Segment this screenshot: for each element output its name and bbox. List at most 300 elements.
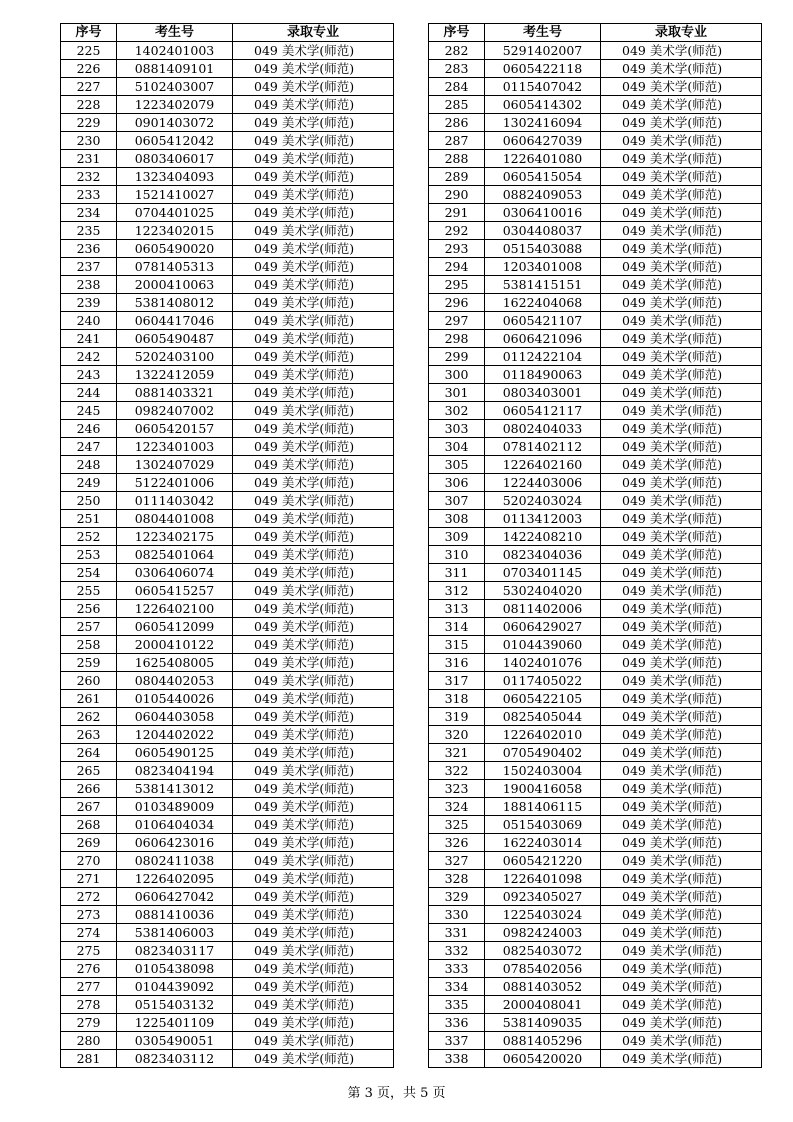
major-cell: 049 美术学(师范) bbox=[601, 240, 762, 258]
major-cell: 049 美术学(师范) bbox=[233, 78, 394, 96]
major-cell: 049 美术学(师范) bbox=[233, 150, 394, 168]
seq-cell: 333 bbox=[429, 960, 485, 978]
exam-id-cell: 0605412117 bbox=[485, 402, 601, 420]
exam-id-cell: 0881410036 bbox=[117, 906, 233, 924]
major-cell: 049 美术学(师范) bbox=[601, 582, 762, 600]
major-cell: 049 美术学(师范) bbox=[233, 366, 394, 384]
exam-id-cell: 0823404194 bbox=[117, 762, 233, 780]
exam-id-cell: 0605490125 bbox=[117, 744, 233, 762]
seq-cell: 273 bbox=[61, 906, 117, 924]
exam-id-cell: 0104439060 bbox=[485, 636, 601, 654]
seq-cell: 321 bbox=[429, 744, 485, 762]
seq-cell: 304 bbox=[429, 438, 485, 456]
major-cell: 049 美术学(师范) bbox=[601, 186, 762, 204]
major-cell: 049 美术学(师范) bbox=[601, 510, 762, 528]
table-row bbox=[429, 600, 762, 618]
table-row bbox=[61, 654, 394, 672]
seq-cell: 313 bbox=[429, 600, 485, 618]
major-cell: 049 美术学(师范) bbox=[233, 816, 394, 834]
table-row bbox=[61, 852, 394, 870]
exam-id-cell: 0105438098 bbox=[117, 960, 233, 978]
seq-cell: 332 bbox=[429, 942, 485, 960]
table-row bbox=[429, 672, 762, 690]
seq-cell: 249 bbox=[61, 474, 117, 492]
seq-cell: 317 bbox=[429, 672, 485, 690]
seq-cell: 305 bbox=[429, 456, 485, 474]
seq-cell: 243 bbox=[61, 366, 117, 384]
major-cell: 049 美术学(师范) bbox=[601, 438, 762, 456]
seq-cell: 247 bbox=[61, 438, 117, 456]
seq-cell: 232 bbox=[61, 168, 117, 186]
seq-cell: 278 bbox=[61, 996, 117, 1014]
exam-id-cell: 0103489009 bbox=[117, 798, 233, 816]
seq-cell: 270 bbox=[61, 852, 117, 870]
exam-id-cell: 0781402112 bbox=[485, 438, 601, 456]
seq-cell: 234 bbox=[61, 204, 117, 222]
table-row bbox=[61, 924, 394, 942]
exam-id-cell: 1622404068 bbox=[485, 294, 601, 312]
table-row bbox=[61, 798, 394, 816]
major-cell: 049 美术学(师范) bbox=[601, 276, 762, 294]
seq-cell: 250 bbox=[61, 492, 117, 510]
seq-cell: 245 bbox=[61, 402, 117, 420]
major-cell: 049 美术学(师范) bbox=[233, 852, 394, 870]
major-cell: 049 美术学(师范) bbox=[601, 726, 762, 744]
seq-cell: 255 bbox=[61, 582, 117, 600]
exam-id-cell: 0923405027 bbox=[485, 888, 601, 906]
table-row bbox=[61, 150, 394, 168]
seq-cell: 251 bbox=[61, 510, 117, 528]
table-row bbox=[61, 564, 394, 582]
table-row bbox=[429, 348, 762, 366]
table-row bbox=[429, 276, 762, 294]
seq-cell: 237 bbox=[61, 258, 117, 276]
exam-id-cell: 5202403100 bbox=[117, 348, 233, 366]
table-row bbox=[429, 420, 762, 438]
exam-id-cell: 0804401008 bbox=[117, 510, 233, 528]
exam-id-cell: 0305490051 bbox=[117, 1032, 233, 1050]
seq-cell: 225 bbox=[61, 42, 117, 60]
table-row bbox=[429, 834, 762, 852]
major-cell: 049 美术学(师范) bbox=[233, 798, 394, 816]
seq-cell: 307 bbox=[429, 492, 485, 510]
exam-id-cell: 1226401098 bbox=[485, 870, 601, 888]
seq-cell: 295 bbox=[429, 276, 485, 294]
exam-id-cell: 0605414302 bbox=[485, 96, 601, 114]
table-row bbox=[61, 312, 394, 330]
seq-cell: 244 bbox=[61, 384, 117, 402]
seq-cell: 259 bbox=[61, 654, 117, 672]
exam-id-cell: 0606429027 bbox=[485, 618, 601, 636]
table-row bbox=[61, 762, 394, 780]
table-row bbox=[61, 780, 394, 798]
table-row bbox=[429, 240, 762, 258]
seq-cell: 308 bbox=[429, 510, 485, 528]
exam-id-cell: 0605422118 bbox=[485, 60, 601, 78]
exam-id-cell: 1226402160 bbox=[485, 456, 601, 474]
exam-id-cell: 1322412059 bbox=[117, 366, 233, 384]
seq-cell: 276 bbox=[61, 960, 117, 978]
exam-id-cell: 0515403132 bbox=[117, 996, 233, 1014]
major-cell: 049 美术学(师范) bbox=[601, 744, 762, 762]
seq-cell: 268 bbox=[61, 816, 117, 834]
major-cell: 049 美术学(师范) bbox=[233, 438, 394, 456]
seq-cell: 271 bbox=[61, 870, 117, 888]
table-row bbox=[61, 456, 394, 474]
table-row bbox=[61, 258, 394, 276]
major-cell: 049 美术学(师范) bbox=[233, 1050, 394, 1068]
seq-cell: 283 bbox=[429, 60, 485, 78]
major-cell: 049 美术学(师范) bbox=[233, 780, 394, 798]
exam-id-cell: 0804402053 bbox=[117, 672, 233, 690]
seq-cell: 242 bbox=[61, 348, 117, 366]
exam-id-cell: 0704401025 bbox=[117, 204, 233, 222]
exam-id-cell: 0605421220 bbox=[485, 852, 601, 870]
table-row bbox=[61, 276, 394, 294]
major-cell: 049 美术学(师范) bbox=[233, 870, 394, 888]
major-cell: 049 美术学(师范) bbox=[601, 330, 762, 348]
major-cell: 049 美术学(师范) bbox=[233, 834, 394, 852]
seq-cell: 226 bbox=[61, 60, 117, 78]
exam-id-cell: 1622403014 bbox=[485, 834, 601, 852]
exam-id-cell: 1225403024 bbox=[485, 906, 601, 924]
seq-cell: 235 bbox=[61, 222, 117, 240]
table-row bbox=[429, 690, 762, 708]
exam-id-cell: 1302416094 bbox=[485, 114, 601, 132]
exam-id-cell: 0306406074 bbox=[117, 564, 233, 582]
exam-id-cell: 1502403004 bbox=[485, 762, 601, 780]
major-cell: 049 美术学(师范) bbox=[233, 762, 394, 780]
exam-id-cell: 1223401003 bbox=[117, 438, 233, 456]
page-footer: 第 3 页，共 5 页 bbox=[347, 1086, 446, 1101]
exam-id-cell: 1226401080 bbox=[485, 150, 601, 168]
table-row bbox=[429, 330, 762, 348]
seq-cell: 277 bbox=[61, 978, 117, 996]
exam-id-cell: 0105440026 bbox=[117, 690, 233, 708]
table-row bbox=[61, 474, 394, 492]
exam-id-cell: 0117405022 bbox=[485, 672, 601, 690]
seq-cell: 289 bbox=[429, 168, 485, 186]
exam-id-cell: 0605422105 bbox=[485, 690, 601, 708]
table-row bbox=[429, 546, 762, 564]
table-row bbox=[429, 960, 762, 978]
table-row bbox=[429, 978, 762, 996]
seq-cell: 327 bbox=[429, 852, 485, 870]
exam-id-cell: 0605420157 bbox=[117, 420, 233, 438]
table-row bbox=[61, 60, 394, 78]
exam-id-cell: 0304408037 bbox=[485, 222, 601, 240]
table-row bbox=[429, 996, 762, 1014]
major-cell: 049 美术学(师范) bbox=[601, 168, 762, 186]
major-cell: 049 美术学(师范) bbox=[233, 294, 394, 312]
table-row bbox=[61, 1014, 394, 1032]
major-cell: 049 美术学(师范) bbox=[233, 690, 394, 708]
seq-cell: 272 bbox=[61, 888, 117, 906]
table-row bbox=[429, 870, 762, 888]
table-row bbox=[429, 888, 762, 906]
major-cell: 049 美术学(师范) bbox=[601, 906, 762, 924]
exam-id-cell: 0605420020 bbox=[485, 1050, 601, 1068]
seq-cell: 324 bbox=[429, 798, 485, 816]
table-row bbox=[61, 600, 394, 618]
table-row bbox=[61, 510, 394, 528]
major-cell: 049 美术学(师范) bbox=[233, 654, 394, 672]
major-cell: 049 美术学(师范) bbox=[601, 402, 762, 420]
major-cell: 049 美术学(师范) bbox=[233, 546, 394, 564]
exam-id-cell: 1625408005 bbox=[117, 654, 233, 672]
seq-cell: 296 bbox=[429, 294, 485, 312]
seq-cell: 290 bbox=[429, 186, 485, 204]
major-cell: 049 美术学(师范) bbox=[233, 492, 394, 510]
exam-id-cell: 1900416058 bbox=[485, 780, 601, 798]
table-row bbox=[429, 312, 762, 330]
major-cell: 049 美术学(师范) bbox=[601, 816, 762, 834]
left-admission-table bbox=[60, 23, 394, 1068]
exam-id-cell: 1226402100 bbox=[117, 600, 233, 618]
seq-cell: 335 bbox=[429, 996, 485, 1014]
table-row bbox=[429, 1032, 762, 1050]
exam-id-cell: 5102403007 bbox=[117, 78, 233, 96]
exam-id-cell: 1323404093 bbox=[117, 168, 233, 186]
seq-cell: 316 bbox=[429, 654, 485, 672]
exam-id-cell: 0606421096 bbox=[485, 330, 601, 348]
table-row bbox=[429, 78, 762, 96]
table-row bbox=[61, 960, 394, 978]
seq-cell: 331 bbox=[429, 924, 485, 942]
table-row bbox=[429, 384, 762, 402]
exam-id-cell: 0823403112 bbox=[117, 1050, 233, 1068]
table-row bbox=[61, 348, 394, 366]
major-cell: 049 美术学(师范) bbox=[233, 384, 394, 402]
table-row bbox=[61, 996, 394, 1014]
seq-cell: 310 bbox=[429, 546, 485, 564]
exam-id-cell: 5202403024 bbox=[485, 492, 601, 510]
table-row bbox=[61, 546, 394, 564]
table-row bbox=[429, 96, 762, 114]
major-cell: 049 美术学(师范) bbox=[233, 888, 394, 906]
exam-id-cell: 1226402010 bbox=[485, 726, 601, 744]
seq-cell: 257 bbox=[61, 618, 117, 636]
major-cell: 049 美术学(师范) bbox=[601, 258, 762, 276]
exam-id-cell: 0118490063 bbox=[485, 366, 601, 384]
seq-cell: 337 bbox=[429, 1032, 485, 1050]
table-row bbox=[61, 1050, 394, 1068]
table-row bbox=[61, 978, 394, 996]
seq-cell: 238 bbox=[61, 276, 117, 294]
major-cell: 049 美术学(师范) bbox=[601, 222, 762, 240]
major-cell: 049 美术学(师范) bbox=[601, 420, 762, 438]
major-cell: 049 美术学(师范) bbox=[233, 582, 394, 600]
seq-cell: 253 bbox=[61, 546, 117, 564]
exam-id-cell: 0515403069 bbox=[485, 816, 601, 834]
exam-id-cell: 1521410027 bbox=[117, 186, 233, 204]
exam-id-cell: 0901403072 bbox=[117, 114, 233, 132]
exam-id-cell: 2000410122 bbox=[117, 636, 233, 654]
major-cell: 049 美术学(师范) bbox=[601, 762, 762, 780]
header-exam-id: 考生号 bbox=[485, 24, 601, 42]
exam-id-cell: 0882409053 bbox=[485, 186, 601, 204]
seq-cell: 330 bbox=[429, 906, 485, 924]
table-row bbox=[61, 420, 394, 438]
major-cell: 049 美术学(师范) bbox=[233, 744, 394, 762]
table-row bbox=[61, 132, 394, 150]
seq-cell: 285 bbox=[429, 96, 485, 114]
seq-cell: 228 bbox=[61, 96, 117, 114]
seq-cell: 320 bbox=[429, 726, 485, 744]
table-header-row bbox=[429, 24, 762, 42]
major-cell: 049 美术学(师范) bbox=[233, 672, 394, 690]
exam-id-cell: 0802404033 bbox=[485, 420, 601, 438]
seq-cell: 229 bbox=[61, 114, 117, 132]
exam-id-cell: 2000410063 bbox=[117, 276, 233, 294]
major-cell: 049 美术学(师范) bbox=[233, 222, 394, 240]
major-cell: 049 美术学(师范) bbox=[233, 978, 394, 996]
table-row bbox=[429, 924, 762, 942]
table-row bbox=[429, 258, 762, 276]
seq-cell: 302 bbox=[429, 402, 485, 420]
seq-cell: 286 bbox=[429, 114, 485, 132]
table-row bbox=[61, 906, 394, 924]
major-cell: 049 美术学(师范) bbox=[601, 996, 762, 1014]
exam-id-cell: 0605490487 bbox=[117, 330, 233, 348]
seq-cell: 233 bbox=[61, 186, 117, 204]
header-seq: 序号 bbox=[61, 24, 117, 42]
exam-id-cell: 1223402079 bbox=[117, 96, 233, 114]
major-cell: 049 美术学(师范) bbox=[601, 366, 762, 384]
table-row bbox=[61, 330, 394, 348]
major-cell: 049 美术学(师范) bbox=[233, 114, 394, 132]
table-row bbox=[61, 708, 394, 726]
table-row bbox=[61, 204, 394, 222]
table-row bbox=[429, 654, 762, 672]
seq-cell: 265 bbox=[61, 762, 117, 780]
seq-cell: 326 bbox=[429, 834, 485, 852]
header-seq: 序号 bbox=[429, 24, 485, 42]
major-cell: 049 美术学(师范) bbox=[601, 834, 762, 852]
seq-cell: 248 bbox=[61, 456, 117, 474]
seq-cell: 260 bbox=[61, 672, 117, 690]
table-row bbox=[429, 150, 762, 168]
seq-cell: 311 bbox=[429, 564, 485, 582]
table-row bbox=[61, 528, 394, 546]
seq-cell: 312 bbox=[429, 582, 485, 600]
major-cell: 049 美术学(师范) bbox=[601, 294, 762, 312]
exam-id-cell: 0104439092 bbox=[117, 978, 233, 996]
major-cell: 049 美术学(师范) bbox=[601, 636, 762, 654]
seq-cell: 263 bbox=[61, 726, 117, 744]
exam-id-cell: 0803406017 bbox=[117, 150, 233, 168]
table-row bbox=[61, 582, 394, 600]
seq-cell: 287 bbox=[429, 132, 485, 150]
table-row bbox=[429, 1050, 762, 1068]
major-cell: 049 美术学(师范) bbox=[233, 618, 394, 636]
table-row bbox=[61, 690, 394, 708]
header-major: 录取专业 bbox=[233, 24, 394, 42]
major-cell: 049 美术学(师范) bbox=[233, 960, 394, 978]
major-cell: 049 美术学(师范) bbox=[601, 546, 762, 564]
exam-id-cell: 0781405313 bbox=[117, 258, 233, 276]
table-row bbox=[429, 744, 762, 762]
exam-id-cell: 0606423016 bbox=[117, 834, 233, 852]
exam-id-cell: 1204402022 bbox=[117, 726, 233, 744]
seq-cell: 230 bbox=[61, 132, 117, 150]
table-row bbox=[429, 762, 762, 780]
table-row bbox=[61, 492, 394, 510]
exam-id-cell: 0604403058 bbox=[117, 708, 233, 726]
table-row bbox=[429, 1014, 762, 1032]
seq-cell: 301 bbox=[429, 384, 485, 402]
major-cell: 049 美术学(师范) bbox=[233, 924, 394, 942]
table-row bbox=[429, 168, 762, 186]
exam-id-cell: 0705490402 bbox=[485, 744, 601, 762]
major-cell: 049 美术学(师范) bbox=[601, 1050, 762, 1068]
seq-cell: 292 bbox=[429, 222, 485, 240]
exam-id-cell: 0823403117 bbox=[117, 942, 233, 960]
major-cell: 049 美术学(师范) bbox=[233, 402, 394, 420]
seq-cell: 239 bbox=[61, 294, 117, 312]
major-cell: 049 美术学(师范) bbox=[233, 708, 394, 726]
table-row bbox=[61, 870, 394, 888]
major-cell: 049 美术学(师范) bbox=[233, 510, 394, 528]
exam-id-cell: 1422408210 bbox=[485, 528, 601, 546]
major-cell: 049 美术学(师范) bbox=[601, 978, 762, 996]
seq-cell: 336 bbox=[429, 1014, 485, 1032]
seq-cell: 266 bbox=[61, 780, 117, 798]
table-row bbox=[61, 42, 394, 60]
seq-cell: 293 bbox=[429, 240, 485, 258]
major-cell: 049 美术学(师范) bbox=[601, 564, 762, 582]
major-cell: 049 美术学(师范) bbox=[601, 888, 762, 906]
table-row bbox=[61, 816, 394, 834]
table-row bbox=[429, 474, 762, 492]
major-cell: 049 美术学(师范) bbox=[601, 870, 762, 888]
exam-id-cell: 5291402007 bbox=[485, 42, 601, 60]
header-exam-id: 考生号 bbox=[117, 24, 233, 42]
right-table-body bbox=[429, 42, 762, 1068]
exam-id-cell: 1402401076 bbox=[485, 654, 601, 672]
major-cell: 049 美术学(师范) bbox=[601, 96, 762, 114]
table-row bbox=[429, 294, 762, 312]
table-row bbox=[61, 672, 394, 690]
exam-id-cell: 1226402095 bbox=[117, 870, 233, 888]
table-row bbox=[61, 402, 394, 420]
seq-cell: 275 bbox=[61, 942, 117, 960]
seq-cell: 297 bbox=[429, 312, 485, 330]
major-cell: 049 美术学(师范) bbox=[601, 78, 762, 96]
major-cell: 049 美术学(师范) bbox=[233, 906, 394, 924]
table-row bbox=[429, 366, 762, 384]
major-cell: 049 美术学(师范) bbox=[601, 384, 762, 402]
major-cell: 049 美术学(师范) bbox=[233, 96, 394, 114]
table-row bbox=[61, 726, 394, 744]
table-row bbox=[429, 816, 762, 834]
seq-cell: 325 bbox=[429, 816, 485, 834]
seq-cell: 258 bbox=[61, 636, 117, 654]
major-cell: 049 美术学(师范) bbox=[601, 456, 762, 474]
table-row bbox=[429, 582, 762, 600]
seq-cell: 338 bbox=[429, 1050, 485, 1068]
table-row bbox=[429, 510, 762, 528]
major-cell: 049 美术学(师范) bbox=[601, 60, 762, 78]
table-row bbox=[429, 942, 762, 960]
table-row bbox=[61, 240, 394, 258]
exam-id-cell: 5381408012 bbox=[117, 294, 233, 312]
seq-cell: 262 bbox=[61, 708, 117, 726]
seq-cell: 254 bbox=[61, 564, 117, 582]
exam-id-cell: 1223402175 bbox=[117, 528, 233, 546]
table-row bbox=[61, 618, 394, 636]
exam-id-cell: 0881405296 bbox=[485, 1032, 601, 1050]
